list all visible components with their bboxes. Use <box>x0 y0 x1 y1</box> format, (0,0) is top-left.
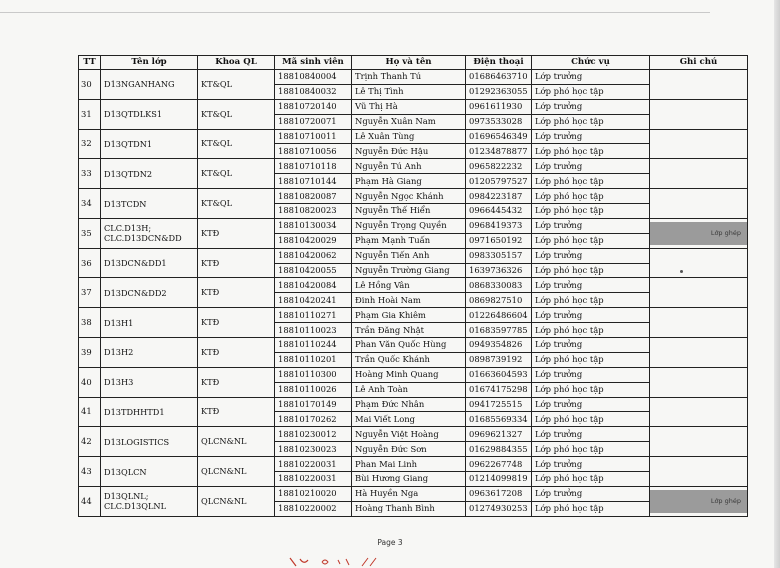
cell-phone: 0973533028 <box>466 114 532 129</box>
cell-student-id: 18810110026 <box>275 382 352 397</box>
cell-phone: 0971650192 <box>466 233 532 248</box>
cell-note <box>650 367 748 397</box>
cell-student-id: 18810420055 <box>275 263 352 278</box>
cell-class-name: D13QTDN2 <box>101 159 198 189</box>
cell-full-name: Phạm Đức Nhân <box>352 397 466 412</box>
cell-full-name: Vũ Thị Hà <box>352 99 466 114</box>
cell-phone: 0968419373 <box>466 218 532 233</box>
cell-faculty: KTĐ <box>198 248 275 278</box>
cell-student-id: 18810710118 <box>275 159 352 174</box>
cell-student-id: 18810420241 <box>275 293 352 308</box>
cell-faculty: KTĐ <box>198 397 275 427</box>
cell-phone: 01214099819 <box>466 472 532 487</box>
cell-position: Lớp phó học tập <box>532 412 650 427</box>
cell-student-id: 18810110201 <box>275 352 352 367</box>
cell-position: Lớp phó học tập <box>532 263 650 278</box>
cell-phone: 0962267748 <box>466 457 532 472</box>
cell-phone: 01274930253 <box>466 501 532 516</box>
cell-position: Lớp trưởng <box>532 129 650 144</box>
cell-note <box>650 189 748 219</box>
merged-class-badge: Lớp ghép <box>650 490 747 513</box>
cell-tt: 34 <box>79 189 101 219</box>
cell-class-name: CLC.D13H; CLC.D13DCN&DD <box>101 218 198 248</box>
cell-faculty: QLCN&NL <box>198 427 275 457</box>
cell-full-name: Nguyễn Tiến Anh <box>352 248 466 263</box>
cell-student-id: 18810820087 <box>275 189 352 204</box>
cell-full-name: Phạm Gia Khiêm <box>352 308 466 323</box>
table-row <box>79 457 748 472</box>
cell-tt: 35 <box>79 218 101 248</box>
cell-position: Lớp trưởng <box>532 397 650 412</box>
cell-faculty: KT&QL <box>198 70 275 100</box>
header-faculty: Khoa QL <box>198 56 275 70</box>
cell-note <box>650 308 748 338</box>
table-row <box>79 278 748 293</box>
cell-full-name: Trần Đăng Nhật <box>352 323 466 338</box>
cell-position: Lớp trưởng <box>532 248 650 263</box>
cell-phone: 0941725515 <box>466 397 532 412</box>
cell-tt: 36 <box>79 248 101 278</box>
cell-student-id: 18810840032 <box>275 84 352 99</box>
header-student-id: Mã sinh viên <box>275 56 352 70</box>
cell-full-name: Phạm Hà Giang <box>352 174 466 189</box>
cell-full-name: Hoàng Thanh Bình <box>352 501 466 516</box>
cell-note <box>650 397 748 427</box>
cell-note <box>650 99 748 129</box>
cell-student-id: 18810210020 <box>275 486 352 501</box>
cell-tt: 40 <box>79 367 101 397</box>
cell-phone: 01629884355 <box>466 442 532 457</box>
cell-class-name: D13LOGISTICS <box>101 427 198 457</box>
table-row <box>79 248 748 263</box>
cell-note <box>650 338 748 368</box>
cell-phone: 0984223187 <box>466 189 532 204</box>
cell-tt: 42 <box>79 427 101 457</box>
cell-full-name: Mai Viết Long <box>352 412 466 427</box>
cell-phone: 1639736326 <box>466 263 532 278</box>
cell-position: Lớp phó học tập <box>532 84 650 99</box>
table-row <box>79 367 748 382</box>
cell-full-name: Nguyễn Xuân Nam <box>352 114 466 129</box>
cell-student-id: 18810420029 <box>275 233 352 248</box>
cell-position: Lớp trưởng <box>532 159 650 174</box>
cell-full-name: Trịnh Thanh Tú <box>352 70 466 85</box>
cell-tt: 38 <box>79 308 101 338</box>
table-row <box>79 129 748 144</box>
cell-note <box>650 427 748 457</box>
cell-full-name: Nguyễn Đức Hậu <box>352 144 466 159</box>
cell-note <box>650 248 748 278</box>
cell-student-id: 18810840004 <box>275 70 352 85</box>
cell-position: Lớp trưởng <box>532 457 650 472</box>
header-full-name: Họ và tên <box>352 56 466 70</box>
cell-position: Lớp phó học tập <box>532 204 650 219</box>
cell-faculty: KT&QL <box>198 129 275 159</box>
cell-full-name: Nguyễn Tú Anh <box>352 159 466 174</box>
cell-position: Lớp trưởng <box>532 218 650 233</box>
cell-student-id: 18810220031 <box>275 457 352 472</box>
cell-faculty: KTĐ <box>198 278 275 308</box>
cell-full-name: Nguyễn Trường Giang <box>352 263 466 278</box>
cell-tt: 31 <box>79 99 101 129</box>
cell-tt: 43 <box>79 457 101 487</box>
cell-full-name: Đinh Hoài Nam <box>352 293 466 308</box>
cell-phone: 0961611930 <box>466 99 532 114</box>
header-phone: Điện thoại <box>466 56 532 70</box>
cell-position: Lớp trưởng <box>532 99 650 114</box>
cell-position: Lớp trưởng <box>532 70 650 85</box>
cell-phone: 0983305157 <box>466 248 532 263</box>
stamp-fragment-icon <box>288 556 388 568</box>
table-body <box>79 70 748 517</box>
cell-full-name: Bùi Hương Giang <box>352 472 466 487</box>
class-representatives-table <box>78 55 748 517</box>
table-row <box>79 218 748 233</box>
cell-note <box>650 278 748 308</box>
cell-phone: 01685569334 <box>466 412 532 427</box>
cell-student-id: 18810110244 <box>275 338 352 353</box>
cell-full-name: Phạm Mạnh Tuấn <box>352 233 466 248</box>
cell-position: Lớp trưởng <box>532 278 650 293</box>
cell-full-name: Lê Xuân Tùng <box>352 129 466 144</box>
speck-mark <box>680 270 683 273</box>
header-position: Chức vụ <box>532 56 650 70</box>
cell-tt: 33 <box>79 159 101 189</box>
cell-position: Lớp phó học tập <box>532 382 650 397</box>
cell-student-id: 18810170262 <box>275 412 352 427</box>
cell-phone: 0869827510 <box>466 293 532 308</box>
table-row <box>79 70 748 85</box>
cell-full-name: Hoàng Minh Quang <box>352 367 466 382</box>
cell-faculty: KTĐ <box>198 338 275 368</box>
cell-note <box>650 218 748 248</box>
table-header-row <box>79 56 748 70</box>
cell-faculty: KTĐ <box>198 218 275 248</box>
table-row <box>79 308 748 323</box>
cell-student-id: 18810720140 <box>275 99 352 114</box>
cell-full-name: Lê Anh Toàn <box>352 382 466 397</box>
cell-tt: 44 <box>79 486 101 516</box>
cell-faculty: KTĐ <box>198 308 275 338</box>
cell-position: Lớp phó học tập <box>532 293 650 308</box>
cell-class-name: D13TCDN <box>101 189 198 219</box>
cell-full-name: Nguyễn Ngọc Khánh <box>352 189 466 204</box>
cell-note <box>650 159 748 189</box>
table-row <box>79 99 748 114</box>
cell-class-name: D13DCN&DD1 <box>101 248 198 278</box>
cell-position: Lớp phó học tập <box>532 352 650 367</box>
cell-full-name: Lê Thị Tình <box>352 84 466 99</box>
cell-phone: 0969621327 <box>466 427 532 442</box>
cell-faculty: KT&QL <box>198 159 275 189</box>
cell-student-id: 18810220002 <box>275 501 352 516</box>
cell-student-id: 18810710144 <box>275 174 352 189</box>
cell-faculty: QLCN&NL <box>198 457 275 487</box>
cell-class-name: D13QLCN <box>101 457 198 487</box>
cell-student-id: 18810420084 <box>275 278 352 293</box>
cell-class-name: D13H2 <box>101 338 198 368</box>
cell-class-name: D13QLNL; CLC.D13QLNL <box>101 486 198 516</box>
cell-student-id: 18810110023 <box>275 323 352 338</box>
table-row <box>79 486 748 501</box>
cell-class-name: D13DCN&DD2 <box>101 278 198 308</box>
merged-class-badge: Lớp ghép <box>650 222 747 245</box>
cell-class-name: D13TDHHTD1 <box>101 397 198 427</box>
top-rule <box>0 12 710 13</box>
cell-full-name: Phan Mai Linh <box>352 457 466 472</box>
cell-phone: 0898739192 <box>466 352 532 367</box>
cell-phone: 01683597785 <box>466 323 532 338</box>
table-row <box>79 397 748 412</box>
cell-full-name: Hà Huyền Nga <box>352 486 466 501</box>
cell-faculty: KT&QL <box>198 189 275 219</box>
cell-faculty: QLCN&NL <box>198 486 275 516</box>
cell-faculty: KTĐ <box>198 367 275 397</box>
cell-position: Lớp phó học tập <box>532 233 650 248</box>
cell-position: Lớp phó học tập <box>532 323 650 338</box>
cell-student-id: 18810720071 <box>275 114 352 129</box>
cell-full-name: Phan Văn Quốc Hùng <box>352 338 466 353</box>
cell-tt: 32 <box>79 129 101 159</box>
cell-note <box>650 129 748 159</box>
cell-position: Lớp trưởng <box>532 338 650 353</box>
cell-full-name: Trần Quốc Khánh <box>352 352 466 367</box>
cell-phone: 01696546349 <box>466 129 532 144</box>
header-tt: TT <box>79 56 101 70</box>
cell-position: Lớp trưởng <box>532 367 650 382</box>
cell-position: Lớp trưởng <box>532 486 650 501</box>
cell-tt: 41 <box>79 397 101 427</box>
cell-phone: 01205797527 <box>466 174 532 189</box>
cell-tt: 39 <box>79 338 101 368</box>
cell-phone: 01292363055 <box>466 84 532 99</box>
page-edge-shadow <box>774 0 780 568</box>
cell-student-id: 18810230023 <box>275 442 352 457</box>
cell-class-name: D13H1 <box>101 308 198 338</box>
header-note: Ghi chú <box>650 56 748 70</box>
cell-full-name: Lê Hồng Vân <box>352 278 466 293</box>
cell-phone: 01663604593 <box>466 367 532 382</box>
cell-note <box>650 486 748 516</box>
cell-phone: 01686463710 <box>466 70 532 85</box>
cell-position: Lớp phó học tập <box>532 501 650 516</box>
cell-note <box>650 70 748 100</box>
table-row <box>79 427 748 442</box>
cell-student-id: 18810110300 <box>275 367 352 382</box>
cell-position: Lớp phó học tập <box>532 442 650 457</box>
cell-faculty: KT&QL <box>198 99 275 129</box>
cell-position: Lớp phó học tập <box>532 189 650 204</box>
page-number: Page 3 <box>377 538 403 547</box>
cell-student-id: 18810710011 <box>275 129 352 144</box>
cell-phone: 01674175298 <box>466 382 532 397</box>
cell-position: Lớp trưởng <box>532 427 650 442</box>
cell-student-id: 18810110271 <box>275 308 352 323</box>
cell-position: Lớp phó học tập <box>532 472 650 487</box>
cell-student-id: 18810130034 <box>275 218 352 233</box>
cell-full-name: Nguyễn Việt Hoàng <box>352 427 466 442</box>
header-class-name: Tên lớp <box>101 56 198 70</box>
cell-student-id: 18810710056 <box>275 144 352 159</box>
cell-tt: 30 <box>79 70 101 100</box>
cell-phone: 0966445432 <box>466 204 532 219</box>
cell-full-name: Nguyễn Đức Sơn <box>352 442 466 457</box>
cell-position: Lớp phó học tập <box>532 144 650 159</box>
table-row <box>79 159 748 174</box>
cell-position: Lớp trưởng <box>532 308 650 323</box>
cell-full-name: Nguyễn Trọng Quyền <box>352 218 466 233</box>
cell-position: Lớp phó học tập <box>532 174 650 189</box>
table-row <box>79 338 748 353</box>
cell-student-id: 18810420062 <box>275 248 352 263</box>
cell-phone: 0965822232 <box>466 159 532 174</box>
cell-phone: 01234878877 <box>466 144 532 159</box>
cell-class-name: D13QTDN1 <box>101 129 198 159</box>
cell-phone: 01226486604 <box>466 308 532 323</box>
cell-phone: 0949354826 <box>466 338 532 353</box>
cell-class-name: D13NGANHANG <box>101 70 198 100</box>
table-row <box>79 189 748 204</box>
cell-student-id: 18810820023 <box>275 204 352 219</box>
cell-phone: 0868330083 <box>466 278 532 293</box>
cell-student-id: 18810220031 <box>275 472 352 487</box>
cell-class-name: D13H3 <box>101 367 198 397</box>
cell-student-id: 18810170149 <box>275 397 352 412</box>
cell-phone: 0963617208 <box>466 486 532 501</box>
cell-full-name: Nguyễn Thế Hiển <box>352 204 466 219</box>
cell-student-id: 18810230012 <box>275 427 352 442</box>
cell-note <box>650 457 748 487</box>
cell-position: Lớp phó học tập <box>532 114 650 129</box>
cell-tt: 37 <box>79 278 101 308</box>
cell-class-name: D13QTDLKS1 <box>101 99 198 129</box>
